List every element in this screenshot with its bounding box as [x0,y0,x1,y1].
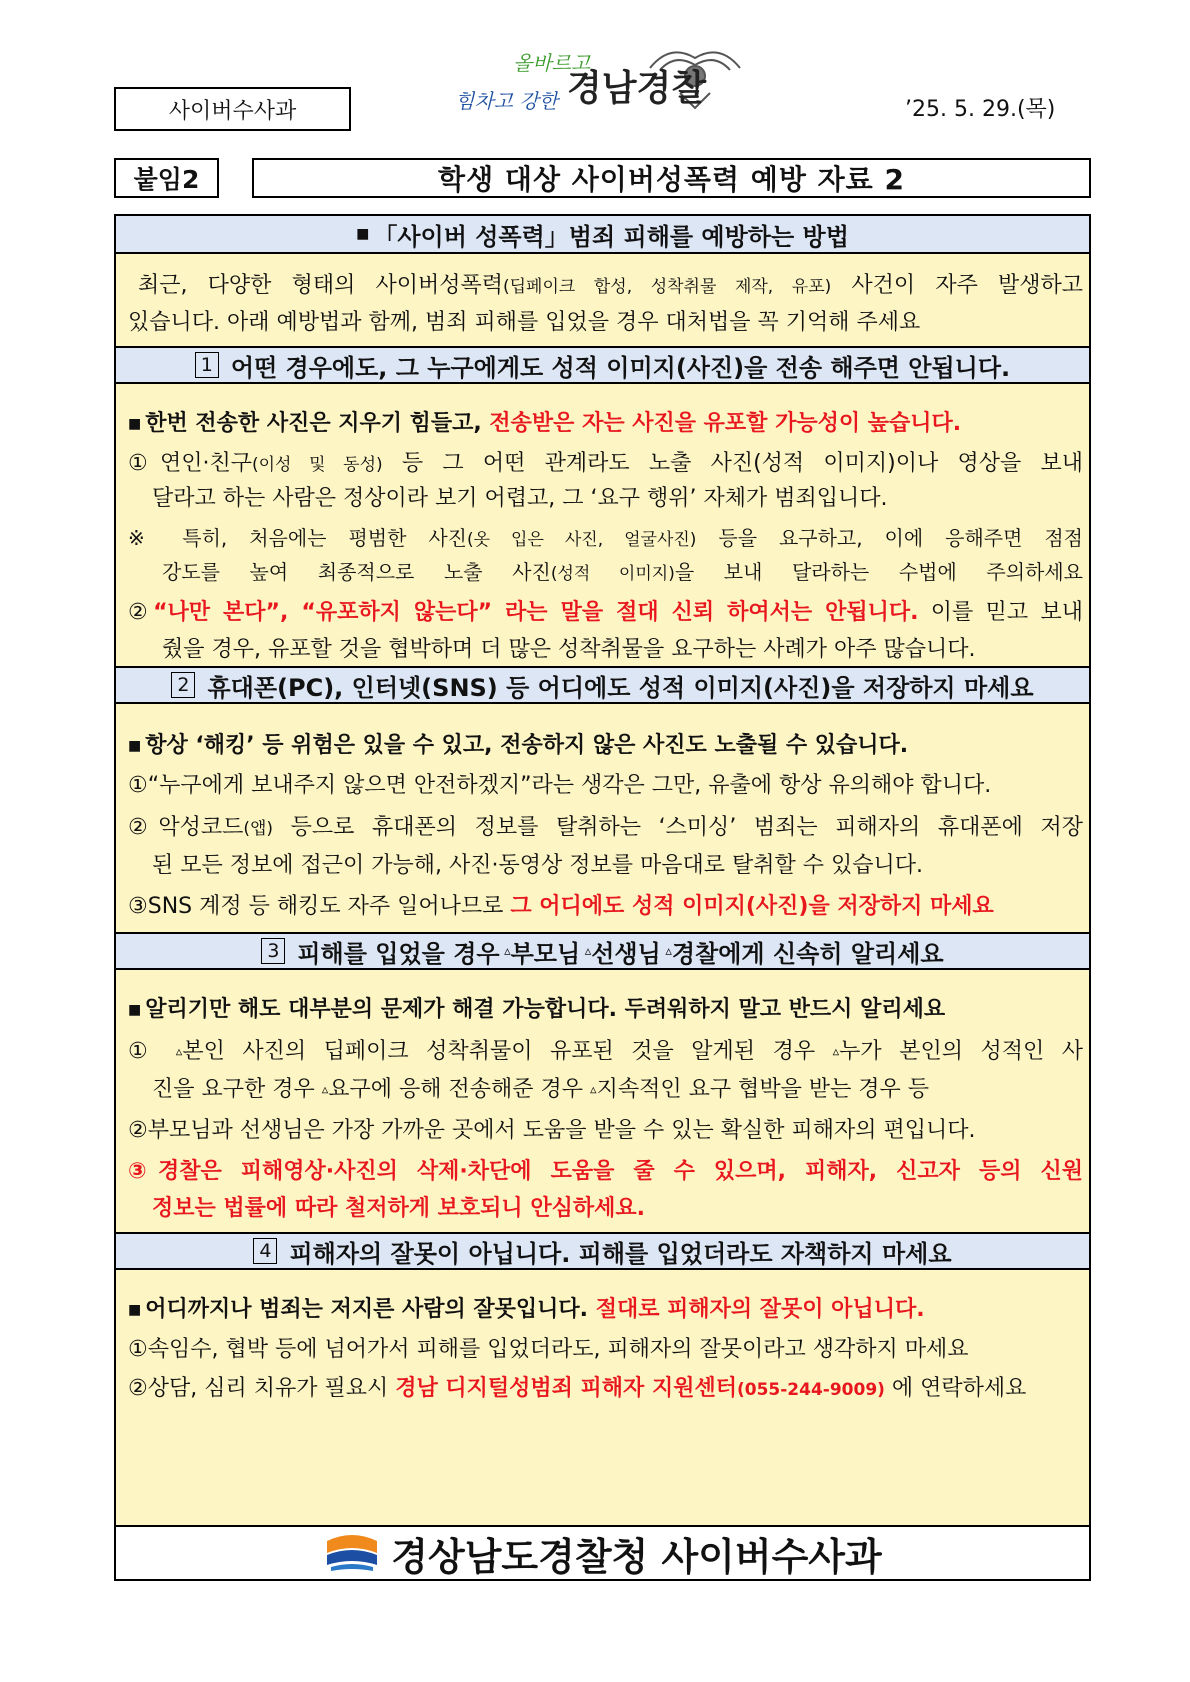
section-1-note-cont: 강도를 높여 최종적으로 노출 사진(성적 이미지)을 보내 달라하는 수법에 주의하세요 [162,560,1083,584]
section-2-title: 휴대폰(PC), 인터넷(SNS) 등 어디에도 성적 이미지(사진)을 저장하지 마세요 [207,673,1034,702]
intro-line-2: 있습니다. 아래 예방법과 함께, 범죄 피해를 입었을 경우 대처법을 꼭 기억해 주세요 [128,310,921,335]
section-2-heading [116,666,1089,704]
section-4-item-2: ②상담, 심리 치유가 필요시 경남 디지털성범죄 피해자 지원센터(055-244-9009) 에 연락하세요 [128,1376,1027,1401]
square-bullet-icon: ■ [128,1002,142,1018]
section-3-item-1: ① ▵본인 사진의 딥페이크 성착취물이 유포된 것을 알게된 경우 ▵누가 본인의 성적인 사 [128,1039,1084,1064]
document-date: ’25. 5. 29.(목) [905,97,1056,122]
section-1-item-1-cont: 달라고 하는 사람은 정상이라 보기 어렵고, 그 ‘요구 행위’ 자체가 범죄입니다. [152,486,888,511]
document-title: 학생 대상 사이버성폭력 예방 자료 2 [252,158,1091,198]
triangle-bullet-icon: ▵ [580,943,592,959]
section-3-heading: 3 피해를 입었을 경우 ▵ 부모님 ▵ 선생님 ▵ 경찰에게 신속히 알리세요 [116,932,1089,970]
attachment-label: 붙임2 [114,158,219,198]
eagle-emblem-icon [455,30,755,130]
logo-slogan-bottom: 힘차고 강한 [455,89,558,113]
section-4-lead: ■ 어디까지나 범죄는 저지른 사람의 잘못입니다. 절대로 피해자의 잘못이 아닙니다. [128,1297,925,1322]
section-3-item-1-cont: 진을 요구한 경우 ▵요구에 응해 전송해준 경우 ▵지속적인 요구 협박을 받는 경우 등 [152,1077,930,1102]
square-bullet-icon: ■ [128,416,142,432]
section-1-item-2-cont: 줬을 경우, 유포할 것을 협박하며 더 많은 성착취물을 요구하는 사례가 아주 많습니다. [162,637,976,662]
section-1-heading [116,346,1089,384]
section-4-heading [116,1232,1089,1270]
square-bullet-icon: ■ [128,1302,142,1318]
section-1-item-2: ②“나만 본다”, “유포하지 않는다” 라는 말을 절대 신뢰 하여서는 안됩니다. 이를 믿고 보내 [128,600,1083,625]
main-heading [116,214,1089,254]
section-4-item-1: ①속임수, 협박 등에 넘어가서 피해를 입었더라도, 피해자의 잘못이라고 생각하지 마세요 [128,1337,969,1362]
section-1-item-1: ①연인·친구(이성 및 동성) 등 그 어떤 관계라도 노출 사진(성적 이미지)이나 영상을 보내 [128,451,1083,476]
section-1-title: 어떤 경우에도, 그 누구에게도 성적 이미지(사진)을 전송 해주면 안됩니다. [230,353,1011,382]
square-bullet-icon: ■ [356,226,370,242]
section-4-title: 피해자의 잘못이 아닙니다. 피해를 입었더라도 자책하지 마세요 [289,1239,952,1268]
section-3-item-2: ②부모님과 선생님은 가장 가까운 곳에서 도움을 받을 수 있는 확실한 피해자의 편입니다. [128,1118,976,1143]
main-content [114,214,1091,1581]
intro-line-1: 최근, 다양한 형태의 사이버성폭력(딥페이크 합성, 성착취물 제작, 유포) 사건이 자주 발생하고 [138,273,1083,298]
section-3-lead: ■ 알리기만 해도 대부분의 문제가 해결 가능합니다. 두려워하지 말고 반드시 알리세요 [128,997,946,1022]
section-1-lead: ■ 한번 전송한 사진은 지우기 힘들고, 전송받은 자는 사진을 유포할 가능성이 높습니다. [128,411,962,436]
section-2-item-3: ③SNS 계정 등 해킹도 자주 일어나므로 그 어디에도 성적 이미지(사진)을 저장하지 마세요 [128,894,994,919]
gyeongnam-police-emblem-icon [323,1531,381,1575]
section-number-box: 2 [171,672,195,698]
police-logo [455,30,755,130]
section-2-item-2: ②악성코드(앱) 등으로 휴대폰의 정보를 탈취하는 ‘스미싱’ 범죄는 피해자의 휴대폰에 저장 [128,815,1083,840]
footer-banner [116,1525,1089,1579]
main-heading-text: 「사이버 성폭력」범죄 피해를 예방하는 방법 [373,222,849,251]
section-1-note: ※ 특히, 처음에는 평범한 사진(옷 입은 사진, 얼굴사진) 등을 요구하고, 이에 응해주면 점점 [128,526,1083,550]
triangle-bullet-icon: ▵ [660,943,672,959]
footer-text: 경상남도경찰청 사이버수사과 [391,1534,882,1579]
section-2-item-1: ①“누구에게 보내주지 않으면 안전하겠지”라는 생각은 그만, 유출에 항상 유의해야 합니다. [128,773,992,798]
section-2-item-2-cont: 된 모든 정보에 접근이 가능해, 사진·동영상 정보를 마음대로 탈취할 수 있습니다. [152,853,923,878]
section-2-lead: ■ 항상 ‘해킹’ 등 위험은 있을 수 있고, 전송하지 않은 사진도 노출될 수 있습니다. [128,733,909,758]
logo-name: 경남경찰 [567,68,707,109]
logo-slogan-top: 올바르고 [513,51,591,75]
section-number-box: 3 [261,938,285,964]
department-box: 사이버수사과 [114,87,351,131]
section-3-item-3-cont: 정보는 법률에 따라 철저하게 보호되니 안심하세요. [152,1196,645,1221]
section-number-box: 1 [195,352,219,378]
square-bullet-icon: ■ [128,738,142,754]
section-3-item-3: ③경찰은 피해영상·사진의 삭제·차단에 도움을 줄 수 있으며, 피해자, 신고자 등의 신원 [128,1159,1083,1184]
triangle-bullet-icon: ▵ [499,943,511,959]
section-number-box: 4 [253,1238,277,1264]
